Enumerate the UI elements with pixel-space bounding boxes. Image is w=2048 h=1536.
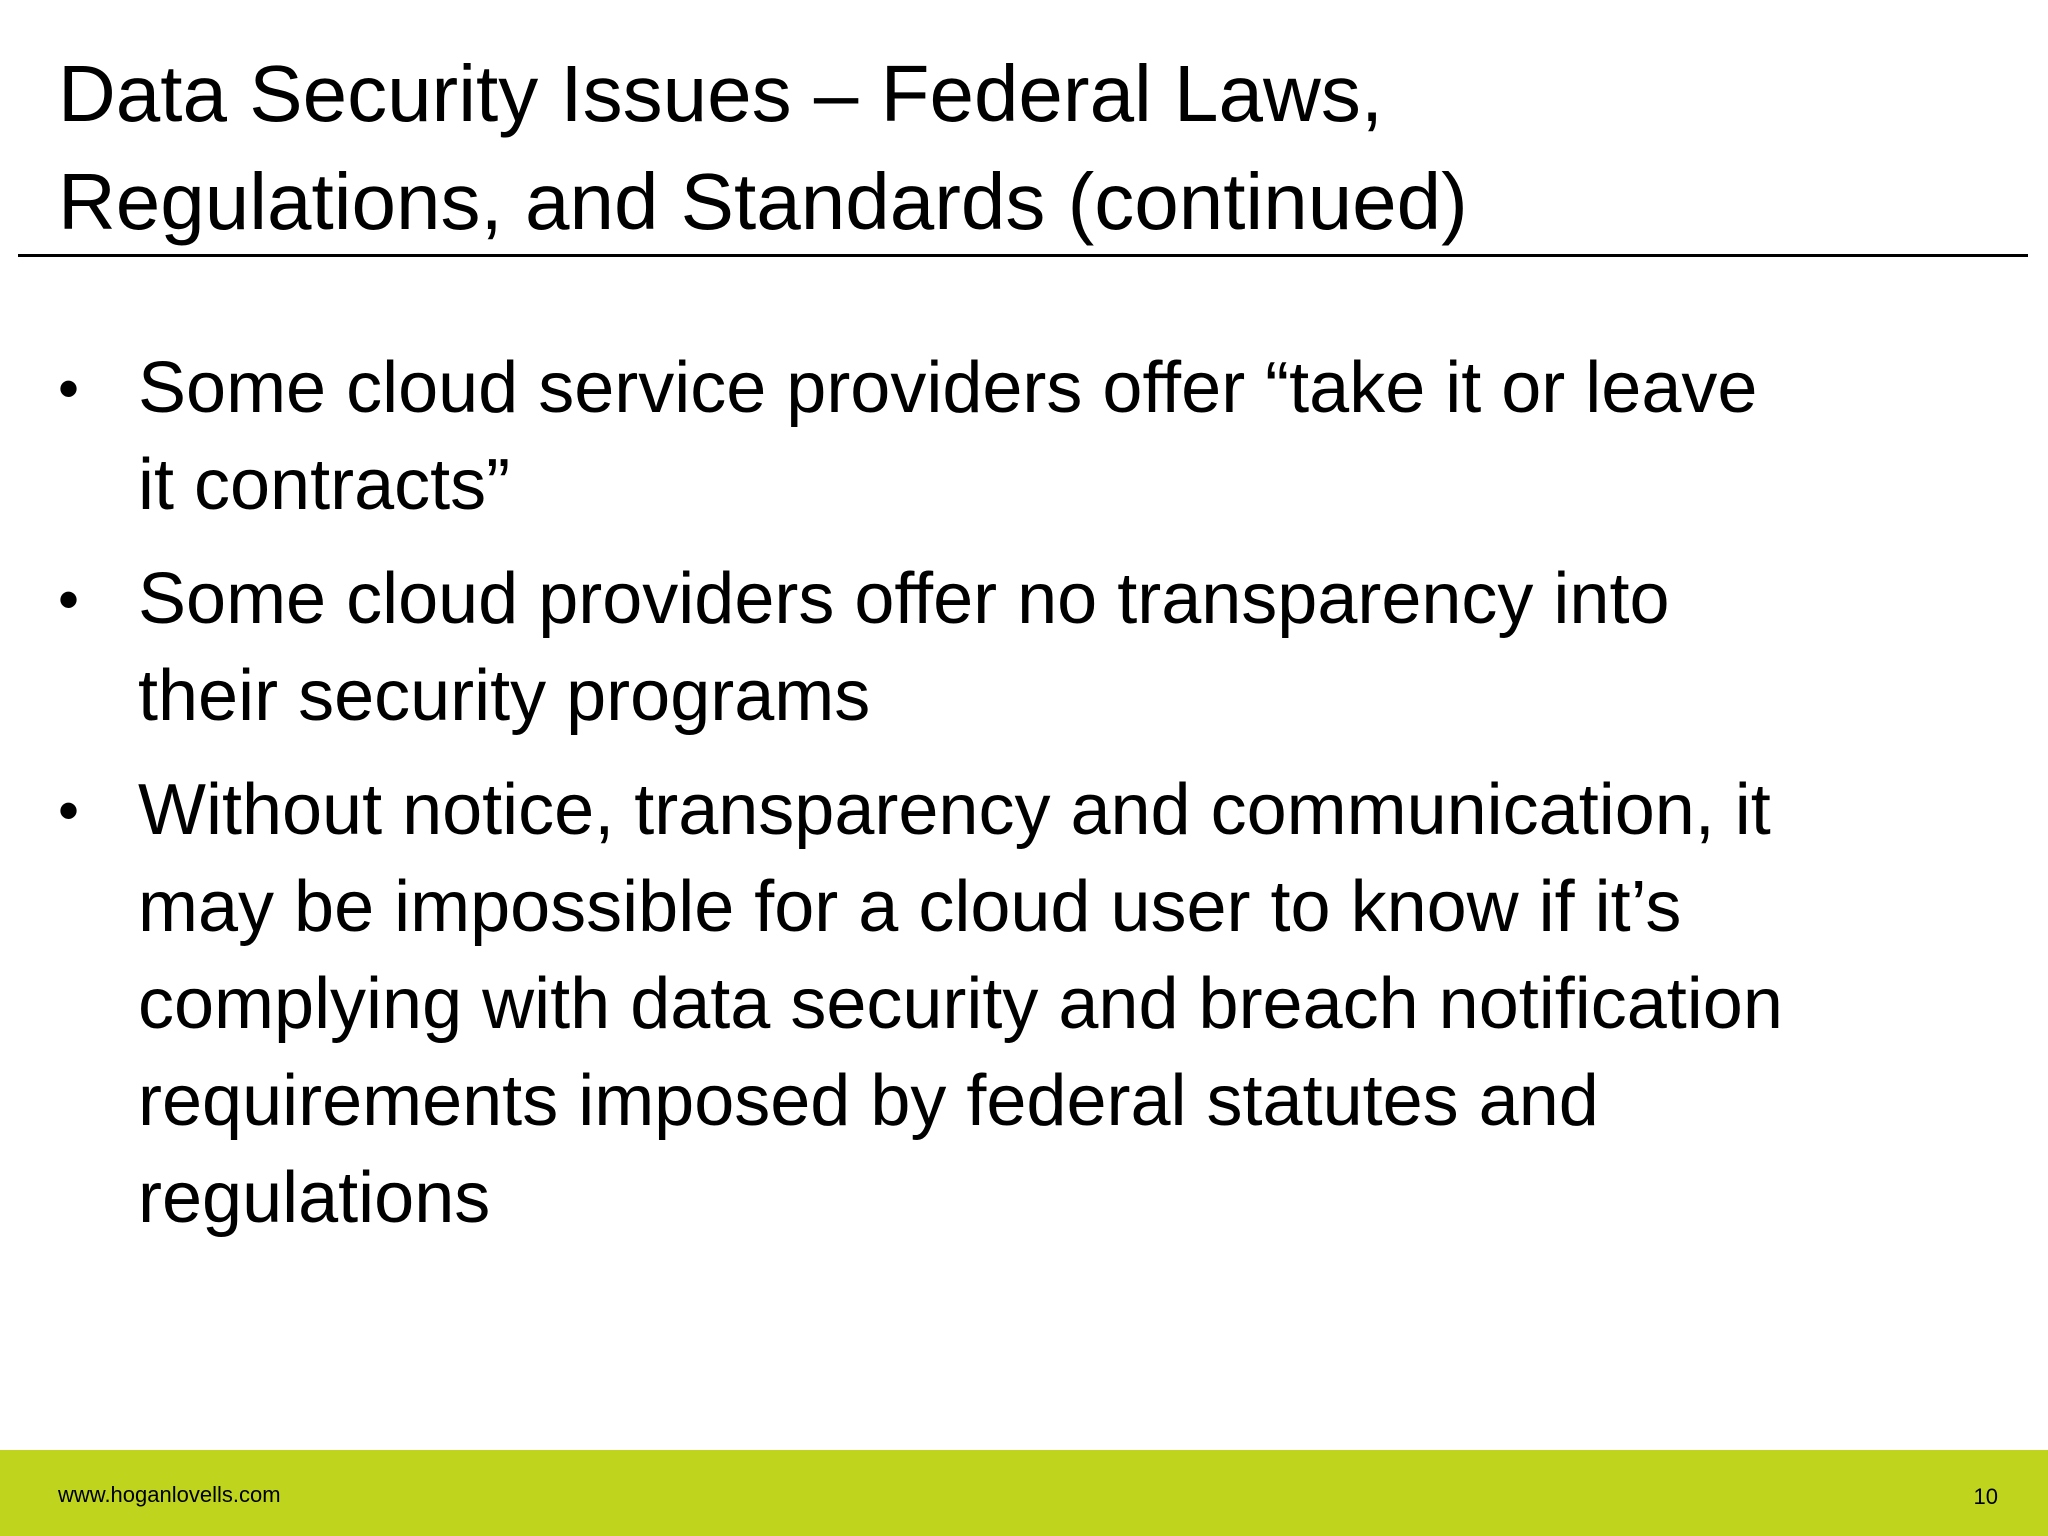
bullet-text-line: regulations [138,1158,491,1238]
title-divider [18,254,2028,257]
bullet-text-line: may be impossible for a cloud user to know if it’s [138,867,1682,947]
bullet-item [58,340,2018,534]
bullet-text-line: complying with data security and breach notification [138,964,1783,1044]
page-number: 10 [1973,1484,1998,1509]
bullet-text [138,551,2018,745]
bullet-item [58,762,2018,1247]
bullet-text-line: Some cloud providers offer no transparency into [138,559,1670,639]
bullet-text-line: Without notice, transparency and communication, it [138,770,1771,850]
bullet-text-line: their security programs [138,656,871,736]
bullet-point-icon: • [58,566,80,633]
slide-title-line: Data Security Issues – Federal Laws, [58,49,1384,138]
footer-website-url: www.hoganlovells.com [58,1482,281,1507]
slide-title-line: Regulations, and Standards (continued) [58,157,1468,246]
bullet-list [58,340,2018,1264]
bullet-text-line: requirements imposed by federal statutes and [138,1061,1599,1141]
bullet-text [138,762,2018,1247]
bullet-text-line: Some cloud service providers offer “take it or leave [138,348,1758,428]
slide-title [58,40,2018,256]
bullet-text [138,340,2018,534]
footer-bar [0,1450,2048,1536]
bullet-text-line: it contracts” [138,445,511,525]
bullet-item [58,551,2018,745]
bullet-point-icon: • [58,777,80,844]
bullet-point-icon: • [58,355,80,422]
